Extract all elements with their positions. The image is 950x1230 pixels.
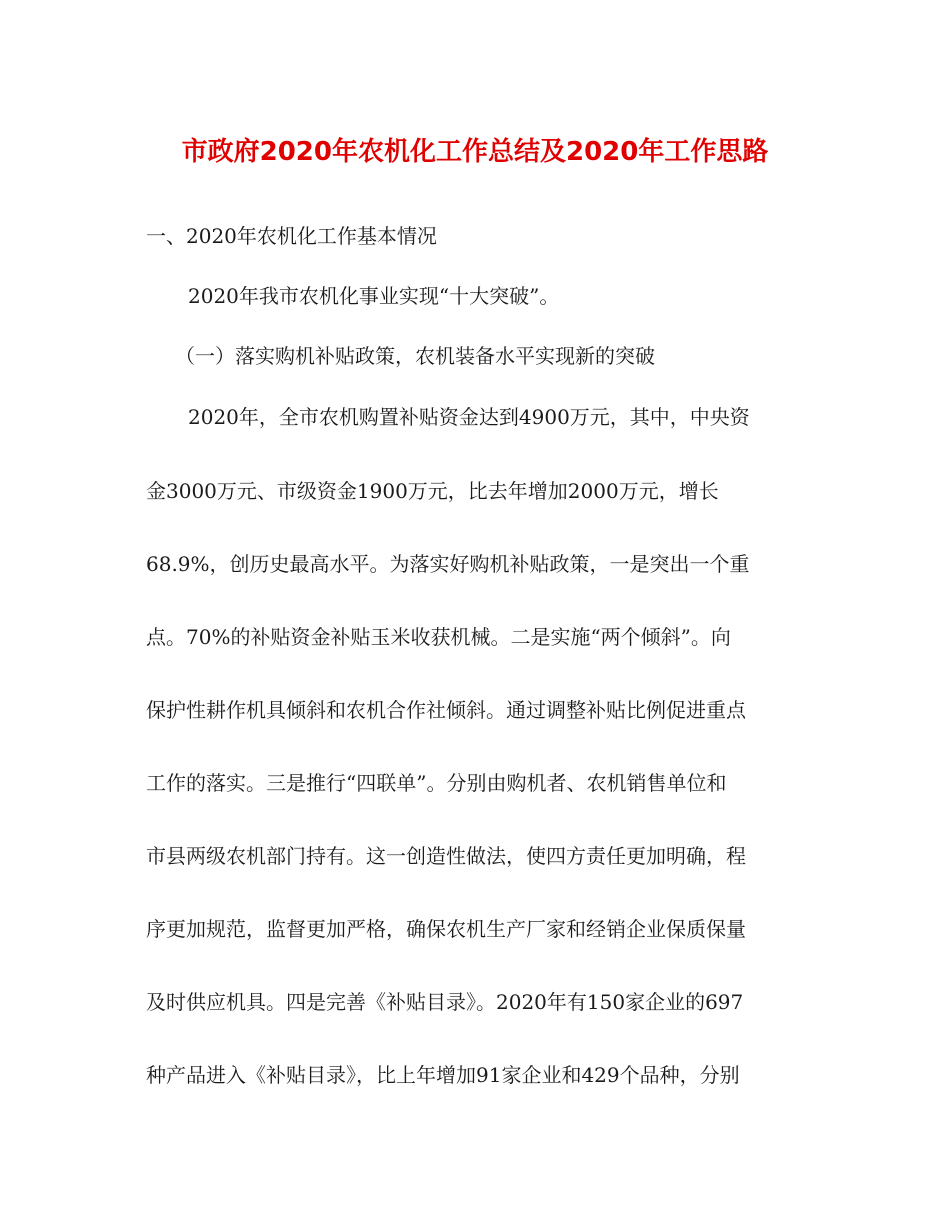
body-line: 种产品进入《补贴目录》，比上年增加91家企业和429个品种，分别 <box>146 1063 740 1087</box>
subheading: （一）落实购机补贴政策，农机装备水平实现新的突破 <box>175 344 655 368</box>
body-line: 点。70%的补贴资金补贴玉米收获机械。二是实施“两个倾斜”。向 <box>146 625 731 649</box>
body-line: 金3000万元、市级资金1900万元，比去年增加2000万元，增长 <box>146 479 719 503</box>
body-line: 工作的落实。三是推行“四联单”。分别由购机者、农机销售单位和 <box>146 771 727 795</box>
body-line: 68.9%，创历史最高水平。为落实好购机补贴政策，一是突出一个重 <box>146 552 750 576</box>
body-line: 及时供应机具。四是完善《补贴目录》。2020年有150家企业的697 <box>146 990 744 1014</box>
section-heading: 一、2020年农机化工作基本情况 <box>146 224 437 248</box>
intro-paragraph: 2020年我市农机化事业实现“十大突破”。 <box>188 284 560 308</box>
body-line: 保护性耕作机具倾斜和农机合作社倾斜。通过调整补贴比例促进重点 <box>146 698 746 722</box>
document-title: 市政府2020年农机化工作总结及2020年工作思路 <box>181 137 769 167</box>
body-line: 2020年，全市农机购置补贴资金达到4900万元，其中，中央资 <box>188 405 750 429</box>
body-line: 市县两级农机部门持有。这一创造性做法，使四方责任更加明确，程 <box>146 844 746 868</box>
body-line: 序更加规范，监督更加严格，确保农机生产厂家和经销企业保质保量 <box>146 917 746 941</box>
